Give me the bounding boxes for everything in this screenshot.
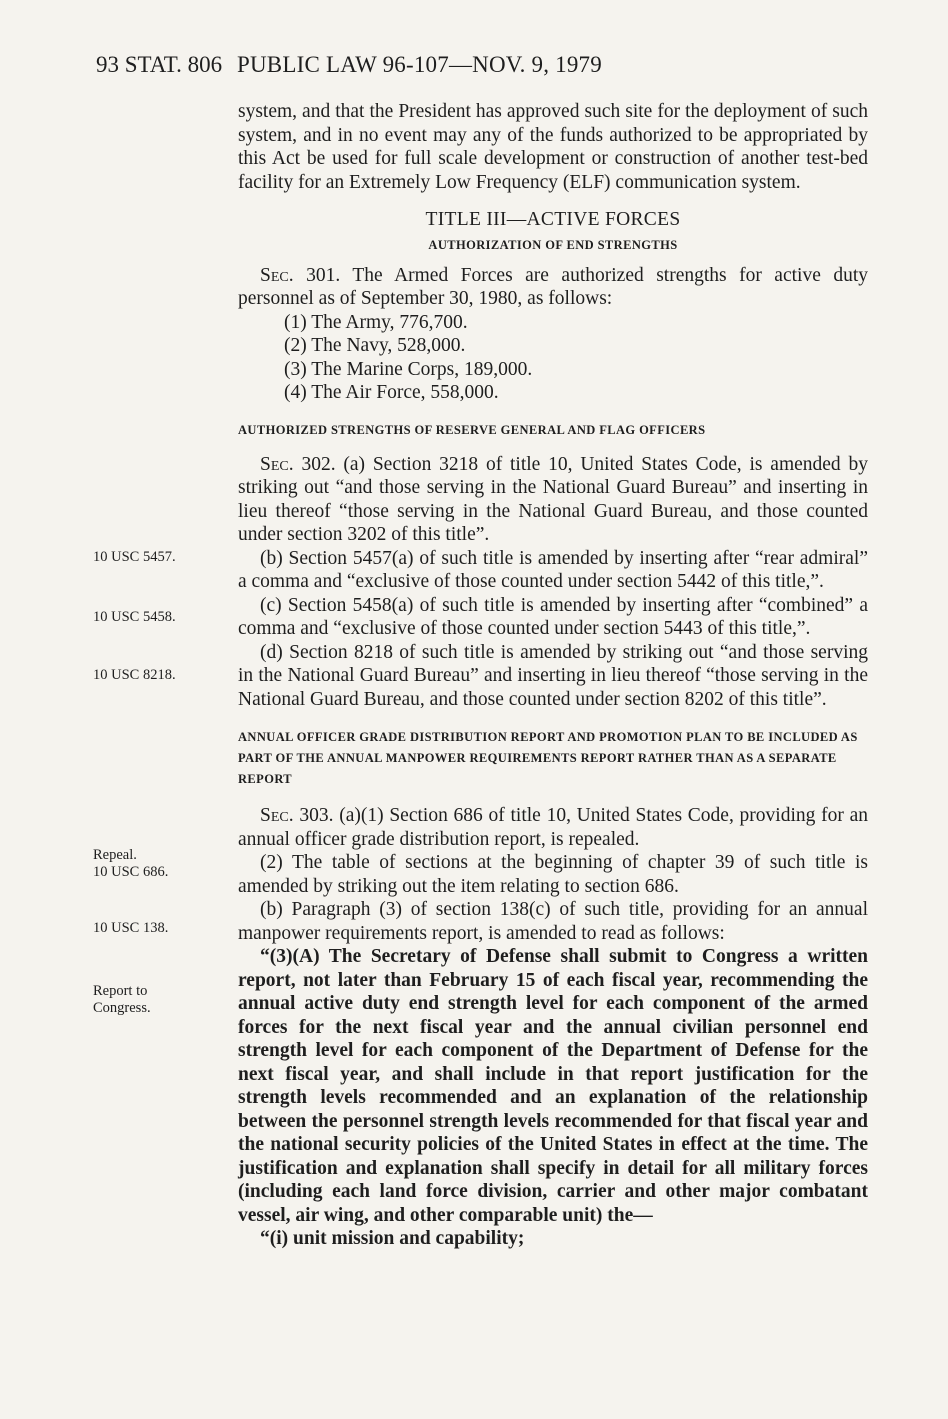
sec-303-a2: (2) The table of sections at the beginning of chapter 39 of such title is amended by striking out the item relating to section 686. (238, 852, 868, 897)
margin-note-repeal (93, 847, 168, 881)
sec-303-a1-text: 303. (a)(1) Section 686 of title 10, United States Code, providing for an annual officer grade distribution report, is repealed. (238, 805, 868, 850)
margin-note-report-line1: Report to (93, 983, 148, 999)
sec-302-d: (d) Section 8218 of such title is amended by striking out “and those serving in the National Guard Bureau” and inserting in lieu thereof “those serving in the National Guard Bureau, and those counted under section 8202 of this title”. (238, 641, 868, 710)
stat-page-number: 93 STAT. 806 (96, 52, 223, 77)
sec-302-a (238, 453, 868, 547)
margin-note-repeal-label: Repeal. (93, 847, 137, 863)
law-title-header: PUBLIC LAW 96-107—NOV. 9, 1979 (237, 52, 602, 77)
margin-note-5458: 10 USC 5458. (93, 609, 176, 625)
end-strengths-heading: AUTHORIZATION OF END STRENGTHS (428, 237, 678, 252)
main-text (238, 100, 868, 1251)
margin-note-report (93, 983, 151, 1017)
sec-301-label: Sec. (260, 264, 294, 286)
sec-301-item-navy: (2) The Navy, 528,000. (284, 335, 466, 356)
reserve-officers-heading: AUTHORIZED STRENGTHS OF RESERVE GENERAL AND FLAG OFFICERS (238, 422, 706, 437)
sec-302-a-text: 302. (a) Section 3218 of title 10, United States Code, is amended by striking out “and those serving in the National Guard Bureau” and inserting in lieu thereof “those serving in the National Guard Bureau, and those counted under section 3202 of this title”. (238, 453, 868, 545)
sec-301-item-airforce: (4) The Air Force, 558,000. (284, 382, 499, 403)
sec-301-item-marines: (3) The Marine Corps, 189,000. (284, 358, 533, 380)
sec-301-item-army: (1) The Army, 776,700. (284, 311, 468, 333)
sec-301-paragraph (238, 264, 868, 311)
annual-report-heading: ANNUAL OFFICER GRADE DISTRIBUTION REPORT AND PROMOTION PLAN TO BE INCLUDED AS PART OF THE ANNUAL MANPOWER REQUIREMENTS REPORT RATHER THAN AS A SEPARATE REPORT (238, 730, 858, 786)
sec-303-label: Sec. (260, 805, 294, 826)
margin-note-686: 10 USC 686. (93, 864, 169, 880)
sec-303-clause-i: “(i) unit mission and capability; (260, 1228, 525, 1249)
sec-303-quote: “(3)(A) The Secretary of Defense shall submit to Congress a written report, not later than February 15 of each fiscal year, recommending the annual active duty end strength level for each component of the armed forces for the next fiscal year and the annual civilian personnel end strength level for each component of the Department of Defense for the next fiscal year, and shall include in that report justification for the strength levels recommended and an explanation of the relationship between the personnel strength levels recommended for that fiscal year and the national security policies of the United States in effect at the time. The justification and explanation shall specify in detail for all military forces (including each land force division, carrier and other major combatant vessel, air wing, and other comparable unit) the— (238, 946, 868, 1226)
sec-303-b: (b) Paragraph (3) of section 138(c) of such title, providing for an annual manpower requirements report, is amended to read as follows: (238, 899, 868, 944)
margin-note-138: 10 USC 138. (93, 920, 169, 936)
margin-note-report-line2: Congress. (93, 1000, 151, 1016)
intro-paragraph: system, and that the President has approved such site for the deployment of such system, and in no event may any of the funds authorized to be appropriated by this Act be used for full scale development or construction of another test-bed facility for an Extremely Low Frequency (ELF) communication system. (238, 101, 868, 193)
margin-note-8218: 10 USC 8218. (93, 667, 176, 683)
title-iii-heading: TITLE III—ACTIVE FORCES (425, 209, 681, 230)
margin-note-5457: 10 USC 5457. (93, 549, 176, 565)
sec-301-text: 301. The Armed Forces are authorized strengths for active duty personnel as of September 30, 1980, as follows: (238, 264, 868, 309)
sec-302-b: (b) Section 5457(a) of such title is amended by inserting after “rear admiral” a comma and “exclusive of those counted under section 5442 of this title,”. (238, 547, 868, 592)
sec-302-c: (c) Section 5458(a) of such title is amended by inserting after “combined” a comma and “exclusive of those counted under section 5443 of this title,”. (238, 594, 868, 639)
sec-302-label: Sec. (260, 453, 294, 475)
sec-303-a1 (238, 804, 868, 851)
